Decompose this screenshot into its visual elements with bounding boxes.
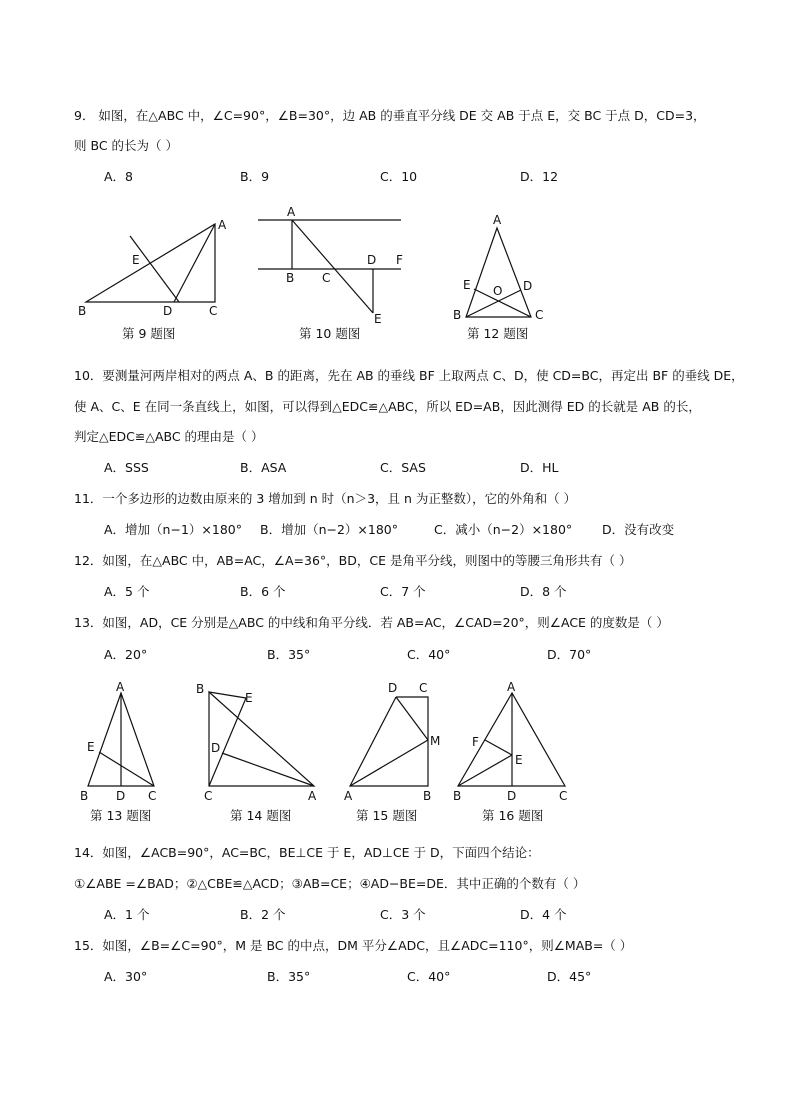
q11-option-b[interactable]: B．增加（n−2）×180° xyxy=(260,522,399,537)
fig9-label-a: A xyxy=(218,218,227,232)
q15-option-d[interactable]: D．45° xyxy=(547,969,592,984)
fig15-caption: 第 15 题图 xyxy=(356,808,418,823)
fig10-label-e: E xyxy=(374,312,382,326)
fig14-label-b: B xyxy=(196,682,205,696)
fig16-label-c: C xyxy=(559,789,568,803)
fig9-label-e: E xyxy=(132,253,140,267)
fig9-label-b: B xyxy=(78,304,87,318)
fig16-caption: 第 16 题图 xyxy=(482,808,544,823)
fig13-label-d: D xyxy=(116,789,126,803)
fig12-label-o: O xyxy=(493,284,503,298)
q10-stem-line2: 使 A、C、E 在同一条直线上，如图，可以得到△EDC≌△ABC，所以 ED=AB，因此测得 ED 的长就是 AB 的长， xyxy=(74,399,701,414)
q9-stem-line1: 9． 如图，在△ABC 中，∠C=90°，∠B=30°，边 AB 的垂直平分线 DE 交 AB 于点 E，交 BC 于点 D，CD=3， xyxy=(74,108,706,123)
q14-stem-line1: 14．如图，∠ACB=90°，AC=BC，BE⊥CE 于 E，AD⊥CE 于 D，下面四个结论： xyxy=(74,845,540,860)
q11-option-c[interactable]: C．减小（n−2）×180° xyxy=(434,522,573,537)
fig10-lines xyxy=(258,220,401,313)
fig12-label-e: E xyxy=(463,278,471,292)
q9-option-b[interactable]: B．9 xyxy=(240,169,270,184)
fig15-label-c: C xyxy=(419,681,428,695)
q10-option-b[interactable]: B．ASA xyxy=(240,460,287,475)
fig13-label-a: A xyxy=(116,680,125,694)
q14-option-a[interactable]: A．1 个 xyxy=(104,907,150,922)
q12-option-a[interactable]: A．5 个 xyxy=(104,584,150,599)
q15-option-c[interactable]: C．40° xyxy=(407,969,451,984)
q14-option-c[interactable]: C．3 个 xyxy=(380,907,426,922)
fig16-label-f: F xyxy=(472,735,479,749)
fig10-caption: 第 10 题图 xyxy=(299,326,361,341)
q9-option-c[interactable]: C．10 xyxy=(380,169,418,184)
fig10-label-f: F xyxy=(396,253,403,267)
fig10-label-c: C xyxy=(322,271,331,285)
fig10-label-d: D xyxy=(367,253,377,267)
q13-option-a[interactable]: A．20° xyxy=(104,647,148,662)
fig14-lines xyxy=(209,692,314,786)
fig13-label-c: C xyxy=(148,789,157,803)
fig14-label-c: C xyxy=(204,789,213,803)
fig15-label-m: M xyxy=(430,734,441,748)
q9-option-a[interactable]: A．8 xyxy=(104,169,134,184)
q10-option-a[interactable]: A．SSS xyxy=(104,460,149,475)
q11-stem-line1: 11．一个多边形的边数由原来的 3 增加到 n 时（n＞3，且 n 为正整数），它的外角和（ ） xyxy=(74,491,577,506)
q9-stem-line2: 则 BC 的长为（ ） xyxy=(74,138,179,153)
fig14-label-a: A xyxy=(308,789,317,803)
fig13-lines xyxy=(88,693,154,786)
q12-option-d[interactable]: D．8 个 xyxy=(520,584,567,599)
q13-option-c[interactable]: C．40° xyxy=(407,647,451,662)
q15-option-b[interactable]: B．35° xyxy=(267,969,311,984)
q10-option-c[interactable]: C．SAS xyxy=(380,460,426,475)
fig9-caption: 第 9 题图 xyxy=(122,326,176,341)
fig9-label-d: D xyxy=(163,304,173,318)
fig14-label-d: D xyxy=(211,741,221,755)
fig16-label-a: A xyxy=(507,680,516,694)
fig15-label-a: A xyxy=(344,789,353,803)
fig12-lines xyxy=(466,228,531,317)
fig13-caption: 第 13 题图 xyxy=(90,808,152,823)
fig15-label-d: D xyxy=(388,681,398,695)
fig15-lines xyxy=(350,697,428,786)
q11-option-d[interactable]: D．没有改变 xyxy=(602,522,675,537)
q10-option-d[interactable]: D．HL xyxy=(520,460,559,475)
q10-stem-line1: 10．要测量河两岸相对的两点 A、B 的距离，先在 AB 的垂线 BF 上取两点 C、D，使 CD=BC，再定出 BF 的垂线 DE， xyxy=(74,368,744,383)
fig16-label-b: B xyxy=(453,789,462,803)
fig14-label-e: E xyxy=(245,691,253,705)
fig16-label-e: E xyxy=(515,753,523,767)
fig12-label-d: D xyxy=(523,279,533,293)
fig13-label-b: B xyxy=(80,789,89,803)
fig16-label-d: D xyxy=(507,789,517,803)
q14-stem-line2: ①∠ABE =∠BAD；②△CBE≌△ACD；③AB=CE；④AD−BE=DE．其中正确的个数有（ ） xyxy=(74,876,586,891)
q9-option-d[interactable]: D．12 xyxy=(520,169,559,184)
q13-option-d[interactable]: D．70° xyxy=(547,647,592,662)
fig12-label-b: B xyxy=(453,308,462,322)
fig15-label-b: B xyxy=(423,789,432,803)
fig14-caption: 第 14 题图 xyxy=(230,808,292,823)
q12-stem-line1: 12．如图，在△ABC 中，AB=AC，∠A=36°，BD，CE 是角平分线，则图中的等腰三角形共有（ ） xyxy=(74,553,632,568)
fig13-label-e: E xyxy=(87,740,95,754)
q12-option-b[interactable]: B．6 个 xyxy=(240,584,286,599)
fig9-label-c: C xyxy=(209,304,218,318)
q13-stem-line1: 13．如图，AD，CE 分别是△ABC 的中线和角平分线．若 AB=AC，∠CAD=20°，则∠ACE 的度数是（ ） xyxy=(74,615,669,630)
q13-option-b[interactable]: B．35° xyxy=(267,647,311,662)
q15-option-a[interactable]: A．30° xyxy=(104,969,148,984)
q10-stem-line3: 判定△EDC≌△ABC 的理由是（ ） xyxy=(74,429,264,444)
fig10-label-b: B xyxy=(286,271,295,285)
fig10-label-a: A xyxy=(287,205,296,219)
q14-option-d[interactable]: D．4 个 xyxy=(520,907,567,922)
q15-stem-line1: 15．如图，∠B=∠C=90°，M 是 BC 的中点，DM 平分∠ADC，且∠ADC=110°，则∠MAB=（ ） xyxy=(74,938,633,953)
q11-option-a[interactable]: A．增加（n−1）×180° xyxy=(104,522,242,537)
fig9-lines xyxy=(86,224,215,302)
fig12-caption: 第 12 题图 xyxy=(467,326,529,341)
q14-option-b[interactable]: B．2 个 xyxy=(240,907,286,922)
q12-option-c[interactable]: C．7 个 xyxy=(380,584,426,599)
fig12-label-c: C xyxy=(535,308,544,322)
fig12-label-a: A xyxy=(493,213,502,227)
